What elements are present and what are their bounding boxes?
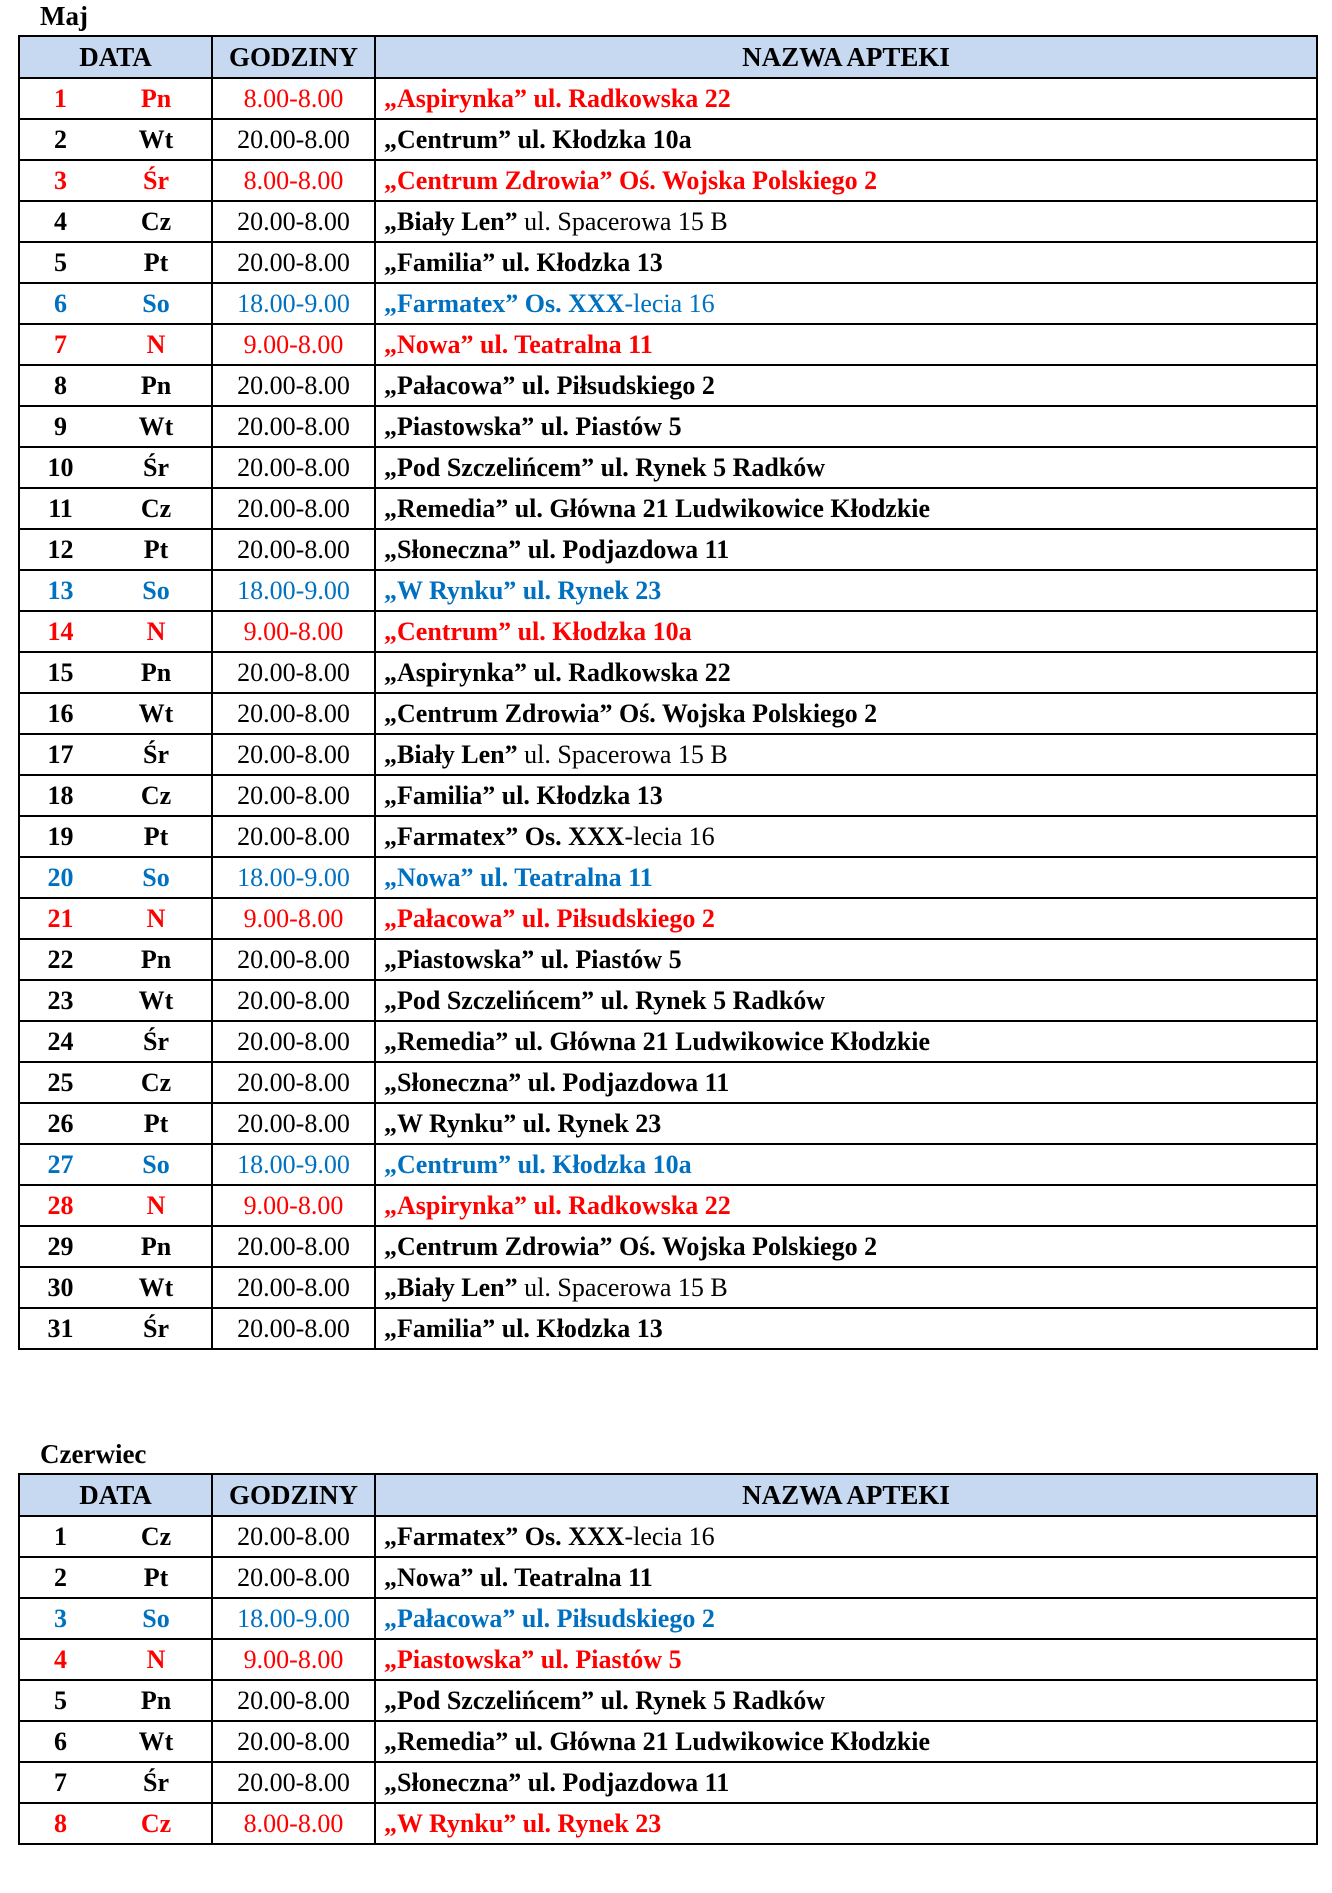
day-number-cell: 10 <box>19 447 101 488</box>
day-number-cell: 9 <box>19 406 101 447</box>
pharmacy-address-rest: ul. Spacerowa 15 B <box>517 206 728 236</box>
pharmacy-name: „Centrum Zdrowia” Oś. Wojska Polskiego 2 <box>384 165 878 195</box>
table-row <box>19 1762 1317 1803</box>
pharmacy-name-cell <box>375 201 1317 242</box>
weekday-cell: Cz <box>101 1803 212 1844</box>
hours-cell: 20.00-8.00 <box>212 1103 375 1144</box>
pharmacy-name: „Centrum Zdrowia” Oś. Wojska Polskiego 2 <box>384 698 878 728</box>
day-number-cell: 8 <box>19 1803 101 1844</box>
table-row <box>19 570 1317 611</box>
pharmacy-name-cell <box>375 78 1317 119</box>
hours-cell: 20.00-8.00 <box>212 1557 375 1598</box>
pharmacy-name-cell <box>375 283 1317 324</box>
schedule-body-maj <box>19 78 1317 1349</box>
pharmacy-name: „Aspirynka” ul. Radkowska 22 <box>384 83 731 113</box>
schedule-body-czerwiec <box>19 1516 1317 1844</box>
pharmacy-name: „Remedia” ul. Główna 21 Ludwikowice Kłodzkie <box>384 493 931 523</box>
weekday-cell: Śr <box>101 160 212 201</box>
hours-cell: 20.00-8.00 <box>212 242 375 283</box>
day-number-cell: 28 <box>19 1185 101 1226</box>
table-row <box>19 693 1317 734</box>
pharmacy-name: „Piastowska” ul. Piastów 5 <box>384 411 682 441</box>
hours-cell: 9.00-8.00 <box>212 898 375 939</box>
pharmacy-name-cell <box>375 1103 1317 1144</box>
pharmacy-name-cell <box>375 857 1317 898</box>
weekday-cell: Pn <box>101 365 212 406</box>
hours-cell: 8.00-8.00 <box>212 1803 375 1844</box>
pharmacy-name-cell <box>375 1680 1317 1721</box>
weekday-cell: Pt <box>101 529 212 570</box>
pharmacy-address-rest: ul. Spacerowa 15 B <box>517 1272 728 1302</box>
hours-cell: 18.00-9.00 <box>212 857 375 898</box>
day-number-cell: 15 <box>19 652 101 693</box>
day-number-cell: 27 <box>19 1144 101 1185</box>
pharmacy-name-cell <box>375 1639 1317 1680</box>
weekday-cell: Cz <box>101 1062 212 1103</box>
pharmacy-name: „Farmatex” Os. XXX <box>384 288 625 318</box>
table-row <box>19 734 1317 775</box>
hours-cell: 20.00-8.00 <box>212 119 375 160</box>
pharmacy-name: „Słoneczna” ul. Podjazdowa 11 <box>384 1767 730 1797</box>
weekday-cell: So <box>101 570 212 611</box>
table-row <box>19 201 1317 242</box>
pharmacy-name: „W Rynku” ul. Rynek 23 <box>384 1808 662 1838</box>
hours-cell: 20.00-8.00 <box>212 1516 375 1557</box>
pharmacy-name: „Aspirynka” ul. Radkowska 22 <box>384 657 731 687</box>
hours-cell: 18.00-9.00 <box>212 570 375 611</box>
pharmacy-name-cell <box>375 693 1317 734</box>
hours-cell: 8.00-8.00 <box>212 160 375 201</box>
table-row <box>19 1267 1317 1308</box>
pharmacy-name-cell <box>375 242 1317 283</box>
table-row <box>19 611 1317 652</box>
pharmacy-name: „Biały Len” <box>384 206 518 236</box>
weekday-cell: Cz <box>101 201 212 242</box>
pharmacy-name: „Remedia” ul. Główna 21 Ludwikowice Kłodzkie <box>384 1026 931 1056</box>
pharmacy-name-cell <box>375 1762 1317 1803</box>
hours-cell: 9.00-8.00 <box>212 324 375 365</box>
table-row <box>19 1557 1317 1598</box>
day-number-cell: 11 <box>19 488 101 529</box>
table-row <box>19 898 1317 939</box>
table-row <box>19 1021 1317 1062</box>
table-row <box>19 1062 1317 1103</box>
pharmacy-name: „Centrum Zdrowia” Oś. Wojska Polskiego 2 <box>384 1231 878 1261</box>
pharmacy-name-cell <box>375 1185 1317 1226</box>
pharmacy-address-rest: -lecia 16 <box>624 1521 715 1551</box>
table-row <box>19 1680 1317 1721</box>
pharmacy-name: „Pod Szczelińcem” ul. Rynek 5 Radków <box>384 1685 826 1715</box>
table-row <box>19 283 1317 324</box>
table-row <box>19 857 1317 898</box>
hours-cell: 20.00-8.00 <box>212 365 375 406</box>
pharmacy-name-cell <box>375 529 1317 570</box>
table-row <box>19 1144 1317 1185</box>
table-row <box>19 488 1317 529</box>
hours-cell: 20.00-8.00 <box>212 939 375 980</box>
hours-cell: 20.00-8.00 <box>212 816 375 857</box>
pharmacy-name-cell <box>375 1803 1317 1844</box>
pharmacy-name-cell <box>375 775 1317 816</box>
table-header-row <box>19 36 1317 78</box>
day-number-cell: 5 <box>19 1680 101 1721</box>
weekday-cell: Wt <box>101 980 212 1021</box>
hours-cell: 20.00-8.00 <box>212 1226 375 1267</box>
hours-cell: 20.00-8.00 <box>212 734 375 775</box>
table-row <box>19 1721 1317 1762</box>
pharmacy-name-cell <box>375 1516 1317 1557</box>
pharmacy-name: „Słoneczna” ul. Podjazdowa 11 <box>384 1067 730 1097</box>
pharmacy-name-cell <box>375 1557 1317 1598</box>
table-row <box>19 1185 1317 1226</box>
hours-cell: 9.00-8.00 <box>212 1639 375 1680</box>
pharmacy-name: „W Rynku” ul. Rynek 23 <box>384 575 662 605</box>
table-row <box>19 365 1317 406</box>
day-number-cell: 2 <box>19 1557 101 1598</box>
weekday-cell: N <box>101 1639 212 1680</box>
pharmacy-name-cell <box>375 324 1317 365</box>
hours-cell: 20.00-8.00 <box>212 447 375 488</box>
table-row <box>19 160 1317 201</box>
pharmacy-name-cell <box>375 488 1317 529</box>
hours-cell: 20.00-8.00 <box>212 201 375 242</box>
pharmacy-name: „Nowa” ul. Teatralna 11 <box>384 329 653 359</box>
day-number-cell: 23 <box>19 980 101 1021</box>
hours-cell: 8.00-8.00 <box>212 78 375 119</box>
pharmacy-name-cell <box>375 652 1317 693</box>
pharmacy-name: „Pod Szczelińcem” ul. Rynek 5 Radków <box>384 985 826 1015</box>
day-number-cell: 18 <box>19 775 101 816</box>
pharmacy-name: „Remedia” ul. Główna 21 Ludwikowice Kłodzkie <box>384 1726 931 1756</box>
weekday-cell: Wt <box>101 406 212 447</box>
day-number-cell: 7 <box>19 1762 101 1803</box>
pharmacy-address-rest: ul. Spacerowa 15 B <box>517 739 728 769</box>
pharmacy-name-cell <box>375 160 1317 201</box>
day-number-cell: 1 <box>19 1516 101 1557</box>
pharmacy-name-cell <box>375 365 1317 406</box>
section-title-maj: Maj <box>40 1 88 31</box>
pharmacy-name: „Familia” ul. Kłodzka 13 <box>384 247 663 277</box>
pharmacy-name: „Centrum” ul. Kłodzka 10a <box>384 616 692 646</box>
weekday-cell: Śr <box>101 447 212 488</box>
pharmacy-name: „Nowa” ul. Teatralna 11 <box>384 862 653 892</box>
pharmacy-name-cell <box>375 1021 1317 1062</box>
header-nazwa-apteki: NAZWA APTEKI <box>375 36 1317 78</box>
table-row <box>19 324 1317 365</box>
pharmacy-name-cell <box>375 939 1317 980</box>
header-godziny: GODZINY <box>212 1474 375 1516</box>
header-godziny: GODZINY <box>212 36 375 78</box>
hours-cell: 9.00-8.00 <box>212 1185 375 1226</box>
table-row <box>19 816 1317 857</box>
weekday-cell: Śr <box>101 734 212 775</box>
weekday-cell: N <box>101 898 212 939</box>
header-data: DATA <box>19 36 212 78</box>
weekday-cell: Cz <box>101 488 212 529</box>
hours-cell: 20.00-8.00 <box>212 1308 375 1349</box>
day-number-cell: 17 <box>19 734 101 775</box>
pharmacy-name-cell <box>375 447 1317 488</box>
hours-cell: 9.00-8.00 <box>212 611 375 652</box>
day-number-cell: 6 <box>19 283 101 324</box>
day-number-cell: 16 <box>19 693 101 734</box>
day-number-cell: 3 <box>19 160 101 201</box>
header-data: DATA <box>19 1474 212 1516</box>
pharmacy-name: „Piastowska” ul. Piastów 5 <box>384 1644 682 1674</box>
section-title-czerwiec: Czerwiec <box>40 1439 147 1469</box>
pharmacy-name-cell <box>375 816 1317 857</box>
pharmacy-name-cell <box>375 1267 1317 1308</box>
weekday-cell: Pn <box>101 652 212 693</box>
weekday-cell: Śr <box>101 1021 212 1062</box>
weekday-cell: Wt <box>101 1721 212 1762</box>
day-number-cell: 22 <box>19 939 101 980</box>
header-nazwa-apteki: NAZWA APTEKI <box>375 1474 1317 1516</box>
pharmacy-name: „Familia” ul. Kłodzka 13 <box>384 780 663 810</box>
weekday-cell: N <box>101 324 212 365</box>
hours-cell: 18.00-9.00 <box>212 283 375 324</box>
day-number-cell: 4 <box>19 201 101 242</box>
pharmacy-name-cell <box>375 570 1317 611</box>
day-number-cell: 19 <box>19 816 101 857</box>
pharmacy-address-rest: -lecia 16 <box>624 821 715 851</box>
weekday-cell: So <box>101 1598 212 1639</box>
weekday-cell: N <box>101 1185 212 1226</box>
day-number-cell: 25 <box>19 1062 101 1103</box>
weekday-cell: Pt <box>101 242 212 283</box>
weekday-cell: N <box>101 611 212 652</box>
schedule-table-maj <box>18 35 1318 1350</box>
day-number-cell: 29 <box>19 1226 101 1267</box>
day-number-cell: 12 <box>19 529 101 570</box>
pharmacy-name-cell <box>375 734 1317 775</box>
pharmacy-name-cell <box>375 1308 1317 1349</box>
day-number-cell: 7 <box>19 324 101 365</box>
pharmacy-name-cell <box>375 119 1317 160</box>
pharmacy-name: „Centrum” ul. Kłodzka 10a <box>384 1149 692 1179</box>
day-number-cell: 26 <box>19 1103 101 1144</box>
table-row <box>19 652 1317 693</box>
hours-cell: 20.00-8.00 <box>212 693 375 734</box>
table-row <box>19 242 1317 283</box>
table-row <box>19 1226 1317 1267</box>
pharmacy-name-cell <box>375 1721 1317 1762</box>
pharmacy-name: „Farmatex” Os. XXX <box>384 821 625 851</box>
pharmacy-name-cell <box>375 898 1317 939</box>
weekday-cell: Pn <box>101 78 212 119</box>
day-number-cell: 2 <box>19 119 101 160</box>
hours-cell: 18.00-9.00 <box>212 1598 375 1639</box>
hours-cell: 20.00-8.00 <box>212 529 375 570</box>
pharmacy-name: „Słoneczna” ul. Podjazdowa 11 <box>384 534 730 564</box>
table-row <box>19 406 1317 447</box>
pharmacy-name-cell <box>375 1226 1317 1267</box>
weekday-cell: Pt <box>101 816 212 857</box>
day-number-cell: 14 <box>19 611 101 652</box>
table-header-row <box>19 1474 1317 1516</box>
pharmacy-name: „Pod Szczelińcem” ul. Rynek 5 Radków <box>384 452 826 482</box>
day-number-cell: 4 <box>19 1639 101 1680</box>
table-row <box>19 980 1317 1021</box>
weekday-cell: Śr <box>101 1762 212 1803</box>
day-number-cell: 21 <box>19 898 101 939</box>
day-number-cell: 5 <box>19 242 101 283</box>
pharmacy-name: „Pałacowa” ul. Piłsudskiego 2 <box>384 370 715 400</box>
pharmacy-name-cell <box>375 1062 1317 1103</box>
day-number-cell: 6 <box>19 1721 101 1762</box>
pharmacy-name-cell <box>375 611 1317 652</box>
weekday-cell: So <box>101 283 212 324</box>
table-row <box>19 939 1317 980</box>
weekday-cell: Cz <box>101 775 212 816</box>
pharmacy-name-cell <box>375 1598 1317 1639</box>
weekday-cell: So <box>101 857 212 898</box>
day-number-cell: 8 <box>19 365 101 406</box>
table-row <box>19 1308 1317 1349</box>
pharmacy-name: „Farmatex” Os. XXX <box>384 1521 625 1551</box>
table-row <box>19 1516 1317 1557</box>
table-row <box>19 1103 1317 1144</box>
hours-cell: 20.00-8.00 <box>212 980 375 1021</box>
pharmacy-name-cell <box>375 1144 1317 1185</box>
weekday-cell: Cz <box>101 1516 212 1557</box>
weekday-cell: Wt <box>101 693 212 734</box>
pharmacy-name: „Pałacowa” ul. Piłsudskiego 2 <box>384 1603 715 1633</box>
pharmacy-name: „Familia” ul. Kłodzka 13 <box>384 1313 663 1343</box>
pharmacy-name: „Aspirynka” ul. Radkowska 22 <box>384 1190 731 1220</box>
weekday-cell: Śr <box>101 1308 212 1349</box>
hours-cell: 20.00-8.00 <box>212 488 375 529</box>
hours-cell: 18.00-9.00 <box>212 1144 375 1185</box>
weekday-cell: Pn <box>101 939 212 980</box>
pharmacy-name: „W Rynku” ul. Rynek 23 <box>384 1108 662 1138</box>
day-number-cell: 1 <box>19 78 101 119</box>
day-number-cell: 30 <box>19 1267 101 1308</box>
table-row <box>19 119 1317 160</box>
pharmacy-name: „Biały Len” <box>384 739 518 769</box>
day-number-cell: 24 <box>19 1021 101 1062</box>
hours-cell: 20.00-8.00 <box>212 652 375 693</box>
hours-cell: 20.00-8.00 <box>212 775 375 816</box>
weekday-cell: So <box>101 1144 212 1185</box>
pharmacy-name: „Piastowska” ul. Piastów 5 <box>384 944 682 974</box>
table-row <box>19 1598 1317 1639</box>
table-row <box>19 1803 1317 1844</box>
pharmacy-name: „Biały Len” <box>384 1272 518 1302</box>
weekday-cell: Pt <box>101 1103 212 1144</box>
pharmacy-name: „Nowa” ul. Teatralna 11 <box>384 1562 653 1592</box>
table-row <box>19 78 1317 119</box>
schedule-table-czerwiec <box>18 1473 1318 1845</box>
pharmacy-name-cell <box>375 406 1317 447</box>
pharmacy-name: „Centrum” ul. Kłodzka 10a <box>384 124 692 154</box>
day-number-cell: 31 <box>19 1308 101 1349</box>
table-row <box>19 447 1317 488</box>
weekday-cell: Wt <box>101 119 212 160</box>
hours-cell: 20.00-8.00 <box>212 1721 375 1762</box>
hours-cell: 20.00-8.00 <box>212 1267 375 1308</box>
table-row <box>19 529 1317 570</box>
weekday-cell: Pt <box>101 1557 212 1598</box>
table-row <box>19 775 1317 816</box>
pharmacy-name-cell <box>375 980 1317 1021</box>
weekday-cell: Pn <box>101 1680 212 1721</box>
weekday-cell: Wt <box>101 1267 212 1308</box>
hours-cell: 20.00-8.00 <box>212 1062 375 1103</box>
hours-cell: 20.00-8.00 <box>212 1680 375 1721</box>
day-number-cell: 3 <box>19 1598 101 1639</box>
pharmacy-address-rest: -lecia 16 <box>624 288 715 318</box>
hours-cell: 20.00-8.00 <box>212 406 375 447</box>
pharmacy-name: „Pałacowa” ul. Piłsudskiego 2 <box>384 903 715 933</box>
table-row <box>19 1639 1317 1680</box>
day-number-cell: 20 <box>19 857 101 898</box>
hours-cell: 20.00-8.00 <box>212 1021 375 1062</box>
weekday-cell: Pn <box>101 1226 212 1267</box>
hours-cell: 20.00-8.00 <box>212 1762 375 1803</box>
day-number-cell: 13 <box>19 570 101 611</box>
